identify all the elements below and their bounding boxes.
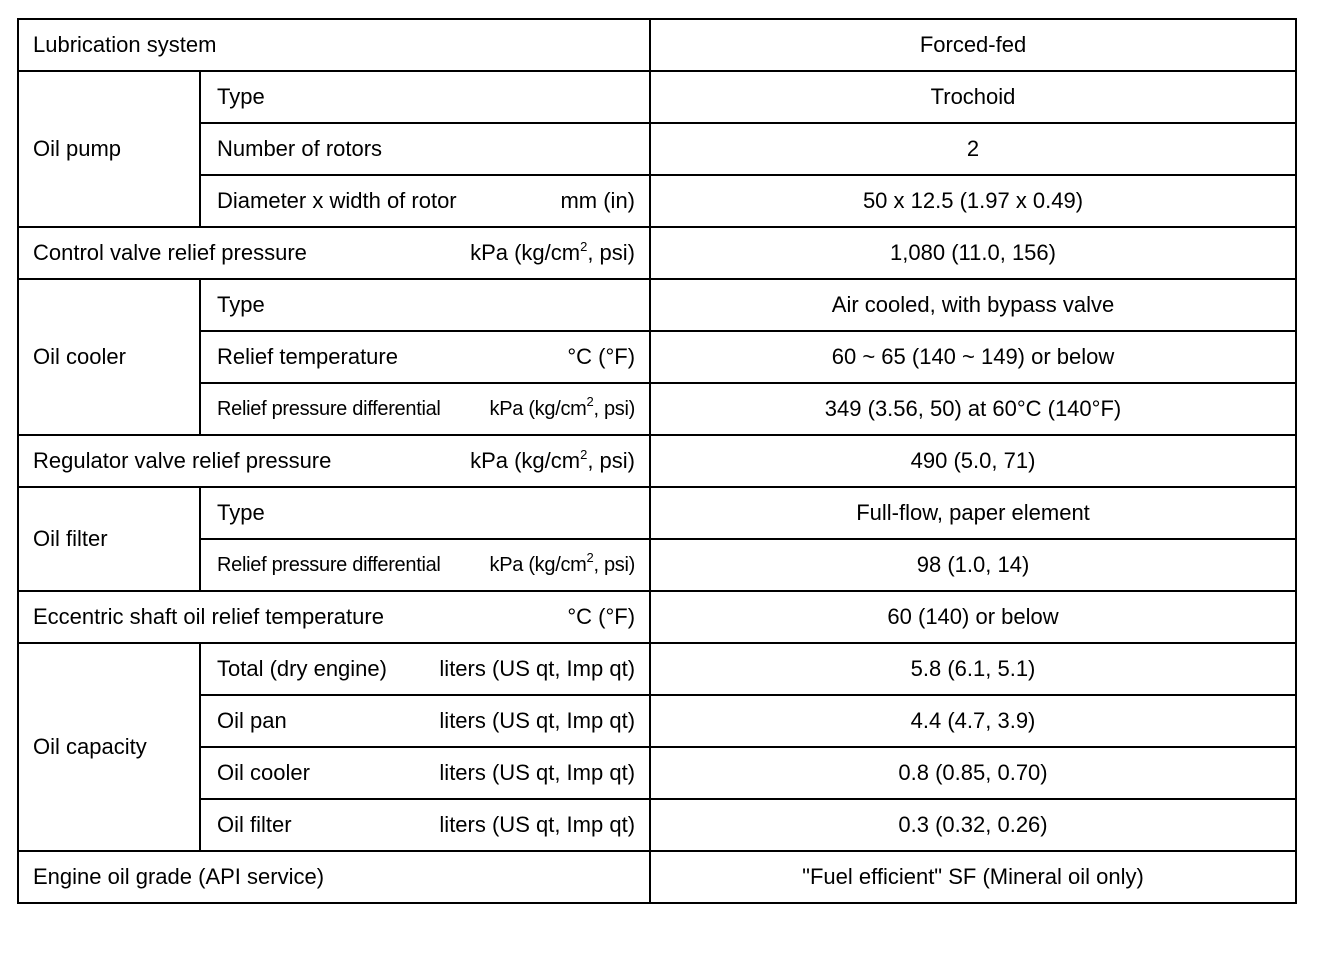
- spec-unit: [489, 550, 636, 576]
- spec-sublabel: [200, 799, 650, 851]
- spec-label-text: Regulator valve relief pressure: [33, 448, 332, 473]
- spec-sublabel: [200, 175, 650, 227]
- unit-part: , psi): [587, 240, 636, 265]
- spec-sublabel: [200, 71, 650, 123]
- spec-label-text: Engine oil grade (API service): [33, 864, 325, 889]
- spec-sublabel-text: Diameter x width of rotor: [217, 188, 457, 213]
- spec-value: 349 (3.56, 50) at 60°C (140°F): [650, 383, 1296, 435]
- spec-value: Forced-fed: [650, 19, 1296, 71]
- spec-sublabel-text: Total (dry engine): [217, 656, 387, 681]
- spec-value: 490 (5.0, 71): [650, 435, 1296, 487]
- table-row: [18, 487, 1296, 539]
- spec-sublabel-text: Type: [217, 292, 265, 317]
- spec-sublabel-text: Relief pressure differential: [217, 554, 441, 576]
- table-row: [18, 123, 1296, 175]
- spec-sublabel: [200, 383, 650, 435]
- spec-unit: °C (°F): [567, 604, 636, 629]
- table-row: [18, 695, 1296, 747]
- spec-unit: [470, 447, 636, 473]
- group-label-oil-filter: Oil filter: [18, 487, 200, 591]
- spec-sublabel: [200, 539, 650, 591]
- spec-value: 0.8 (0.85, 0.70): [650, 747, 1296, 799]
- spec-value: 5.8 (6.1, 5.1): [650, 643, 1296, 695]
- group-label-oil-pump: Oil pump: [18, 71, 200, 227]
- spec-value: Trochoid: [650, 71, 1296, 123]
- spec-value: 1,080 (11.0, 156): [650, 227, 1296, 279]
- spec-sublabel: [200, 279, 650, 331]
- spec-label-text: Eccentric shaft oil relief temperature: [33, 604, 384, 629]
- unit-part: , psi): [593, 398, 636, 420]
- spec-unit: [489, 394, 636, 420]
- spec-value: 2: [650, 123, 1296, 175]
- spec-unit: liters (US qt, Imp qt): [439, 812, 636, 837]
- unit-superscript: 2: [580, 447, 588, 462]
- table-row: [18, 71, 1296, 123]
- spec-label-text: Control valve relief pressure: [33, 240, 307, 265]
- unit-part: kPa (kg/cm: [470, 448, 581, 473]
- spec-unit: liters (US qt, Imp qt): [439, 760, 636, 785]
- spec-value: 60 (140) or below: [650, 591, 1296, 643]
- spec-sublabel: [200, 123, 650, 175]
- spec-sublabel: [200, 747, 650, 799]
- unit-superscript: 2: [580, 239, 588, 254]
- spec-value: 50 x 12.5 (1.97 x 0.49): [650, 175, 1296, 227]
- spec-label-text: Lubrication system: [33, 32, 217, 57]
- table-row: [18, 643, 1296, 695]
- table-row: [18, 227, 1296, 279]
- spec-value: 60 ~ 65 (140 ~ 149) or below: [650, 331, 1296, 383]
- spec-sublabel-text: Relief pressure differential: [217, 398, 441, 420]
- spec-value: Air cooled, with bypass valve: [650, 279, 1296, 331]
- table-row: [18, 591, 1296, 643]
- spec-value: 0.3 (0.32, 0.26): [650, 799, 1296, 851]
- spec-label: [18, 435, 650, 487]
- spec-label: [18, 227, 650, 279]
- unit-superscript: 2: [586, 550, 594, 565]
- lubrication-spec-table: [17, 18, 1297, 904]
- spec-value: 4.4 (4.7, 3.9): [650, 695, 1296, 747]
- spec-label: [18, 591, 650, 643]
- spec-sublabel: [200, 695, 650, 747]
- table-row: [18, 435, 1296, 487]
- spec-unit: mm (in): [560, 188, 636, 213]
- table-row: [18, 383, 1296, 435]
- spec-sublabel-text: Oil filter: [217, 812, 292, 837]
- unit-superscript: 2: [586, 394, 594, 409]
- spec-unit: liters (US qt, Imp qt): [439, 708, 636, 733]
- spec-sublabel-text: Relief temperature: [217, 344, 398, 369]
- table-row: [18, 331, 1296, 383]
- table-row: [18, 539, 1296, 591]
- spec-sublabel-text: Oil cooler: [217, 760, 310, 785]
- spec-sublabel: [200, 643, 650, 695]
- table-row: [18, 175, 1296, 227]
- unit-part: , psi): [593, 554, 636, 576]
- spec-unit: liters (US qt, Imp qt): [439, 656, 636, 681]
- group-label-oil-cooler: Oil cooler: [18, 279, 200, 435]
- spec-sublabel-text: Oil pan: [217, 708, 287, 733]
- spec-sublabel: [200, 487, 650, 539]
- spec-sublabel-text: Number of rotors: [217, 136, 383, 161]
- spec-unit: °C (°F): [567, 344, 636, 369]
- spec-unit: [470, 239, 636, 265]
- spec-value: Full-flow, paper element: [650, 487, 1296, 539]
- unit-part: , psi): [587, 448, 636, 473]
- group-label-oil-capacity: Oil capacity: [18, 643, 200, 851]
- spec-sublabel-text: Type: [217, 84, 265, 109]
- spec-label: [18, 851, 650, 903]
- table-row: [18, 851, 1296, 903]
- table-row: [18, 747, 1296, 799]
- table-row: [18, 19, 1296, 71]
- spec-value: 98 (1.0, 14): [650, 539, 1296, 591]
- spec-label: [18, 19, 650, 71]
- spec-sublabel: [200, 331, 650, 383]
- table-row: [18, 279, 1296, 331]
- unit-part: kPa (kg/cm: [489, 554, 587, 576]
- spec-value: "Fuel efficient" SF (Mineral oil only): [650, 851, 1296, 903]
- spec-sublabel-text: Type: [217, 500, 265, 525]
- table-row: [18, 799, 1296, 851]
- unit-part: kPa (kg/cm: [489, 398, 587, 420]
- unit-part: kPa (kg/cm: [470, 240, 581, 265]
